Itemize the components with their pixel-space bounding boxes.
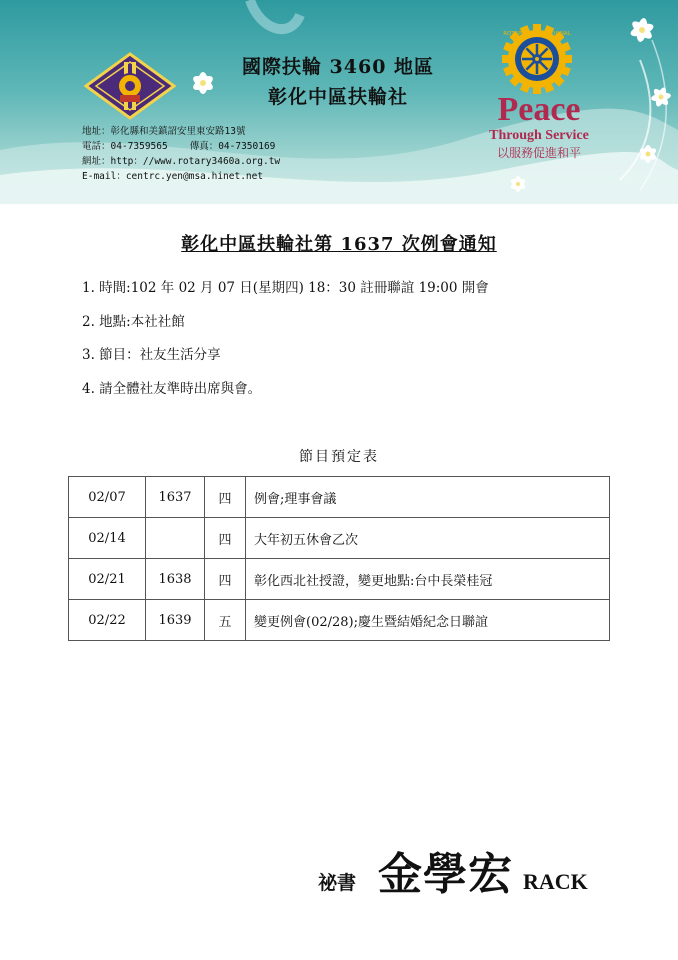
date-cell: 02/07 (69, 477, 146, 518)
flower-icon (646, 82, 676, 112)
flower-icon (506, 172, 530, 196)
list-item: 1. 時間:102 年 02 月 07 日(星期四) 18：30 註冊聯誼 19:00 開會 (82, 280, 489, 296)
schedule-table (68, 476, 610, 641)
theme-logo (482, 92, 596, 162)
list-item: 4. 請全體社友準時出席與會。 (82, 380, 262, 397)
flower-icon (624, 12, 660, 48)
date-cell: 02/21 (69, 559, 146, 600)
meeting-number-cell: 1639 (146, 600, 205, 641)
district-name: 國際扶輪 3460 地區 (241, 56, 435, 78)
meeting-number-cell: 1638 (146, 559, 205, 600)
address-text: 地址：彰化縣和美鎮詔安里東安路13號 (82, 126, 246, 137)
weekday-cell: 四 (205, 518, 246, 559)
club-name: 彰化中區扶輪社 (267, 86, 408, 108)
flower-icon (186, 66, 220, 100)
date-cell: 02/22 (69, 600, 146, 641)
theme-sub: Through Service (489, 128, 589, 143)
schedule-title: 節目預定表 (299, 449, 379, 465)
weekday-cell: 四 (205, 559, 246, 600)
table-row (69, 559, 610, 600)
district-emblem-logo (84, 52, 176, 120)
table-row (69, 477, 610, 518)
contact-info (82, 124, 280, 184)
signature-block (318, 838, 588, 898)
program-cell: 變更例會(02/28);慶生暨結婚紀念日聯誼 (246, 600, 610, 641)
theme-chinese: 以服務促進和平 (496, 146, 581, 160)
rotary-wheel-logo (502, 24, 572, 94)
fax-text: 傳真：04-7350169 (189, 141, 276, 152)
date-cell: 02/14 (69, 518, 146, 559)
signer-role: 祕書 (318, 872, 357, 894)
notice-items (82, 276, 489, 410)
theme-word: Peace (497, 91, 581, 128)
phone-fax-line (82, 139, 280, 154)
meeting-number-cell (146, 518, 205, 559)
program-cell: 大年初五休會乙次 (246, 518, 610, 559)
list-item: 2. 地點:本社社館 (82, 313, 185, 330)
phone-text: 電話：04-7359565 (82, 141, 168, 152)
weekday-cell: 四 (205, 477, 246, 518)
signer-name: 金學宏 (378, 849, 514, 900)
list-item: 3. 節目：社友生活分享 (82, 347, 221, 363)
table-row (69, 600, 610, 641)
program-cell: 例會;理事會議 (246, 477, 610, 518)
meeting-number-cell: 1637 (146, 477, 205, 518)
table-row (69, 518, 610, 559)
weekday-cell: 五 (205, 600, 246, 641)
program-cell: 彰化西北社授證，變更地點:台中長榮桂冠 (246, 559, 610, 600)
website-text: 網址：http：//www.rotary3460a.org.tw (82, 156, 281, 167)
notice-title: 彰化中區扶輪社第 1637 次例會通知 (181, 234, 497, 255)
letterhead (0, 0, 678, 204)
club-title (220, 52, 456, 112)
email-text: E-mail：centrc.yen@msa.hinet.net (82, 171, 264, 182)
rotary-badge-text: ROTARY INTERNATIONAL (503, 31, 571, 37)
signer-nickname: RACK (523, 869, 588, 894)
flower-icon (634, 140, 662, 168)
